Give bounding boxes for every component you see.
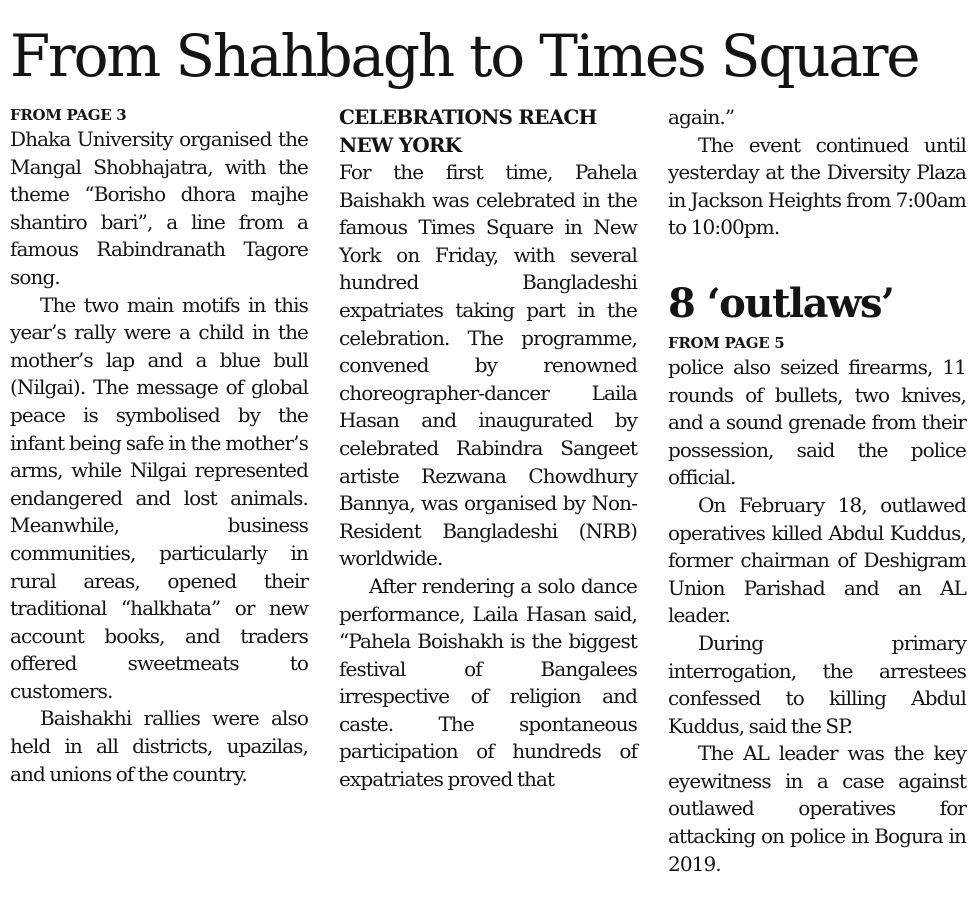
paragraph: The two main motifs in this year’s rally were a child in the mother’s lap and a blue bull (Nilgai). The message of global peace is symbolised by the infant being safe in the mother’s arms, while Nilgai represented endangered and lost animals. Meanwhile, business communities, particularly in rural areas, opened their traditional “halkhata” or new account books, and traders offered sweetmeats to customers. xyxy=(10,292,308,703)
continuation-kicker: FROM PAGE 3 xyxy=(10,106,127,124)
paragraph: During primary interrogation, the arrestees confessed to killing Abdul Kuddus, said the SP. xyxy=(668,630,966,738)
paragraph: After rendering a solo dance performance, Laila Hasan said, “Pahela Boishakh is the biggest festival of Bangalees irrespective of religion and caste. The spontaneous participation of hundreds of expatriates proved that xyxy=(339,573,637,792)
story-headline: 8 ‘outlaws’ xyxy=(668,279,894,327)
paragraph: Dhaka University organised the Mangal Shobhajatra, with the theme “Borisho dhora majhe shantiro bari”, a line from a famous Rabindranath Tagore song. xyxy=(10,127,308,289)
column-1 xyxy=(10,104,308,788)
page-headline: From Shahbagh to Times Square xyxy=(10,22,919,90)
section-subhead xyxy=(339,104,637,159)
paragraph: For the first time, Pahela Baishakh was celebrated in the famous Times Square in New York on Friday, with several hundred Bangladeshi expatriates taking part in the celebration. The programme, convened by renowned choreographer-dancer Laila Hasan and inaugurated by celebrated Rabindra Sangeet artiste Rezwana Chowdhury Bannya, was organised by Non-Resident Bangladeshi (NRB) worldwide. xyxy=(339,160,637,571)
column-2 xyxy=(339,104,637,794)
paragraph: On February 18, outlawed operatives killed Abdul Kuddus, former chairman of Deshigram Union Parishad and an AL leader. xyxy=(668,492,966,628)
subhead-line: NEW YORK xyxy=(339,132,462,157)
continued-text: again.” xyxy=(668,105,735,129)
paragraph: The event continued until yesterday at the Diversity Plaza in Jackson Heights from 7:00am to 10:00pm. xyxy=(668,132,966,240)
paragraph: police also seized firearms, 11 rounds of bullets, two knives, and a sound grenade from their possession, said the police official. xyxy=(668,354,966,490)
paragraph: Baishakhi rallies were also held in all districts, upazilas, and unions of the country. xyxy=(10,706,308,786)
subhead-line: CELEBRATIONS REACH xyxy=(339,105,597,129)
continuation-kicker: FROM PAGE 5 xyxy=(668,333,785,352)
paragraph: The AL leader was the key eyewitness in a case against outlawed operatives for attacking on police in Bogura in 2019. xyxy=(668,741,966,876)
column-3 xyxy=(668,104,966,878)
